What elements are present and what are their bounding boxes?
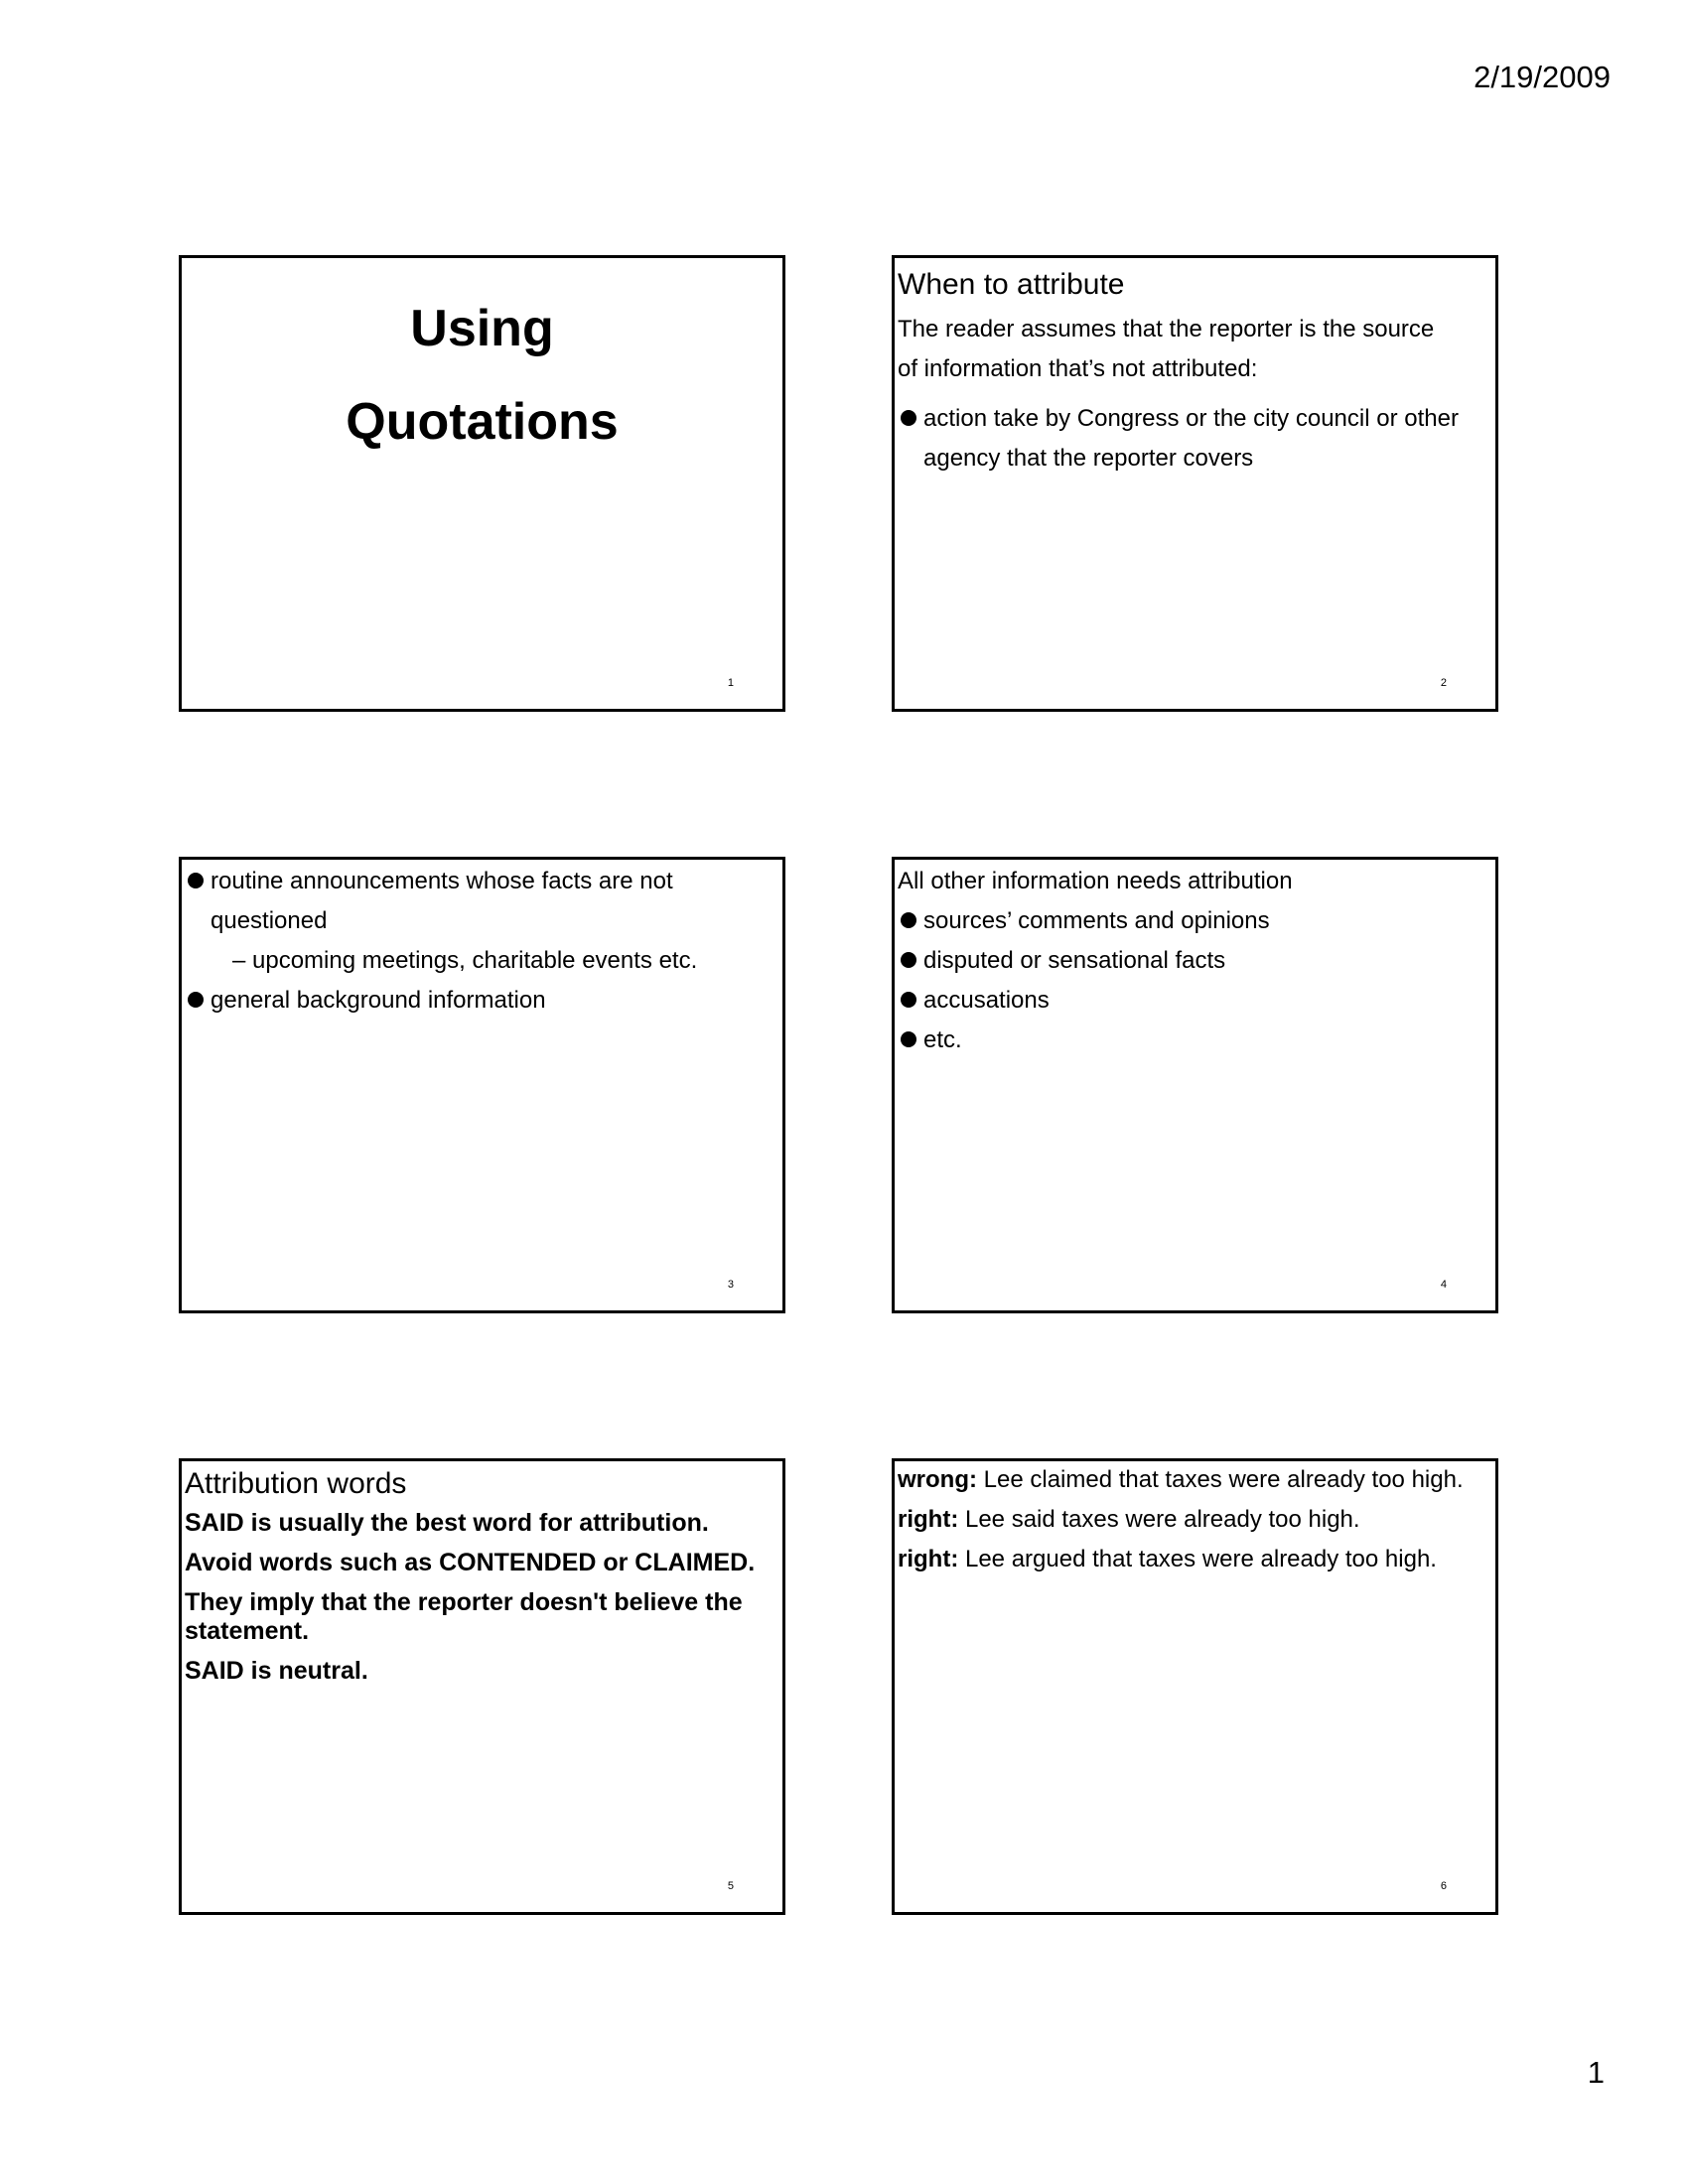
slide-2 (892, 255, 1498, 712)
bullet-list (898, 399, 1492, 478)
bullet-dot-icon (901, 992, 916, 1008)
title-line: Quotations (346, 393, 619, 451)
slide-content (898, 862, 1492, 1060)
list-item-text: disputed or sensational facts (923, 947, 1226, 974)
sub-list-item: – upcoming meetings, charitable events etc. (232, 947, 698, 974)
slide-title (182, 282, 782, 469)
slide-content (185, 862, 779, 1021)
page-number: 1 (1587, 2055, 1605, 2090)
example-label: right: (898, 1506, 959, 1533)
list-item (898, 901, 1492, 941)
list-item-text: etc. (923, 1026, 962, 1053)
example-text: Lee claimed that taxes were already too high. (976, 1466, 1464, 1493)
bullet-dot-icon (901, 410, 916, 426)
list-item-text: accusations (923, 987, 1050, 1014)
list-item (898, 1021, 1492, 1060)
example-line (898, 1545, 1492, 1573)
bullet-dot-icon (901, 912, 916, 928)
list-item-text: questioned (211, 907, 328, 934)
list-item (898, 981, 1492, 1021)
paragraph: SAID is neutral. (185, 1656, 368, 1685)
slide-3 (179, 857, 785, 1313)
slide-number: 3 (727, 1279, 734, 1291)
slide-5 (179, 1458, 785, 1915)
slide-content (898, 1465, 1492, 1584)
example-line (898, 1505, 1492, 1534)
example-label: wrong: (898, 1466, 977, 1493)
slide-number: 2 (1440, 677, 1447, 689)
bullet-dot-icon (901, 1031, 916, 1047)
example-label: right: (898, 1546, 959, 1572)
list-item (185, 981, 779, 1021)
list-item (898, 941, 1492, 981)
bullet-list (185, 862, 779, 941)
slide-content (898, 266, 1492, 478)
bullet-dot-icon (901, 952, 916, 968)
bullet-dot-icon (188, 992, 204, 1008)
slide-number: 5 (727, 1880, 734, 1892)
slide-content (185, 1465, 779, 1697)
text-line: All other information needs attribution (898, 868, 1293, 894)
title-line: Using (410, 300, 554, 357)
page-date: 2/19/2009 (1474, 60, 1611, 94)
slide-heading: Attribution words (185, 1467, 407, 1500)
paragraph: They imply that the reporter doesn't believe the statement. (185, 1587, 743, 1645)
list-item-text: sources’ comments and opinions (923, 907, 1270, 934)
list-item-text: routine announcements whose facts are not (211, 868, 673, 894)
slide-1 (179, 255, 785, 712)
paragraph: SAID is usually the best word for attribution. (185, 1508, 709, 1537)
list-item-text: general background information (211, 987, 546, 1014)
example-text: Lee said taxes were already too high. (958, 1506, 1360, 1533)
slide-heading: When to attribute (898, 268, 1125, 301)
bullet-list (898, 901, 1492, 1060)
example-text: Lee argued that taxes were already too high. (958, 1546, 1437, 1572)
text-line: The reader assumes that the reporter is the source (898, 315, 1435, 342)
slide-number: 4 (1440, 1279, 1447, 1291)
bullet-dot-icon (188, 873, 204, 888)
slide-number: 1 (727, 677, 734, 689)
slide-number: 6 (1440, 1880, 1447, 1892)
list-item-text: action take by Congress or the city council or other (923, 404, 1459, 432)
list-item-text: agency that the reporter covers (923, 444, 1254, 472)
paragraph: Avoid words such as CONTENDED or CLAIMED. (185, 1548, 756, 1576)
bullet-list (185, 981, 779, 1021)
slide-6 (892, 1458, 1498, 1915)
example-line (898, 1465, 1492, 1494)
text-line: of information that’s not attributed: (898, 354, 1258, 382)
list-item (185, 862, 779, 941)
list-item (898, 399, 1492, 478)
slide-4 (892, 857, 1498, 1313)
